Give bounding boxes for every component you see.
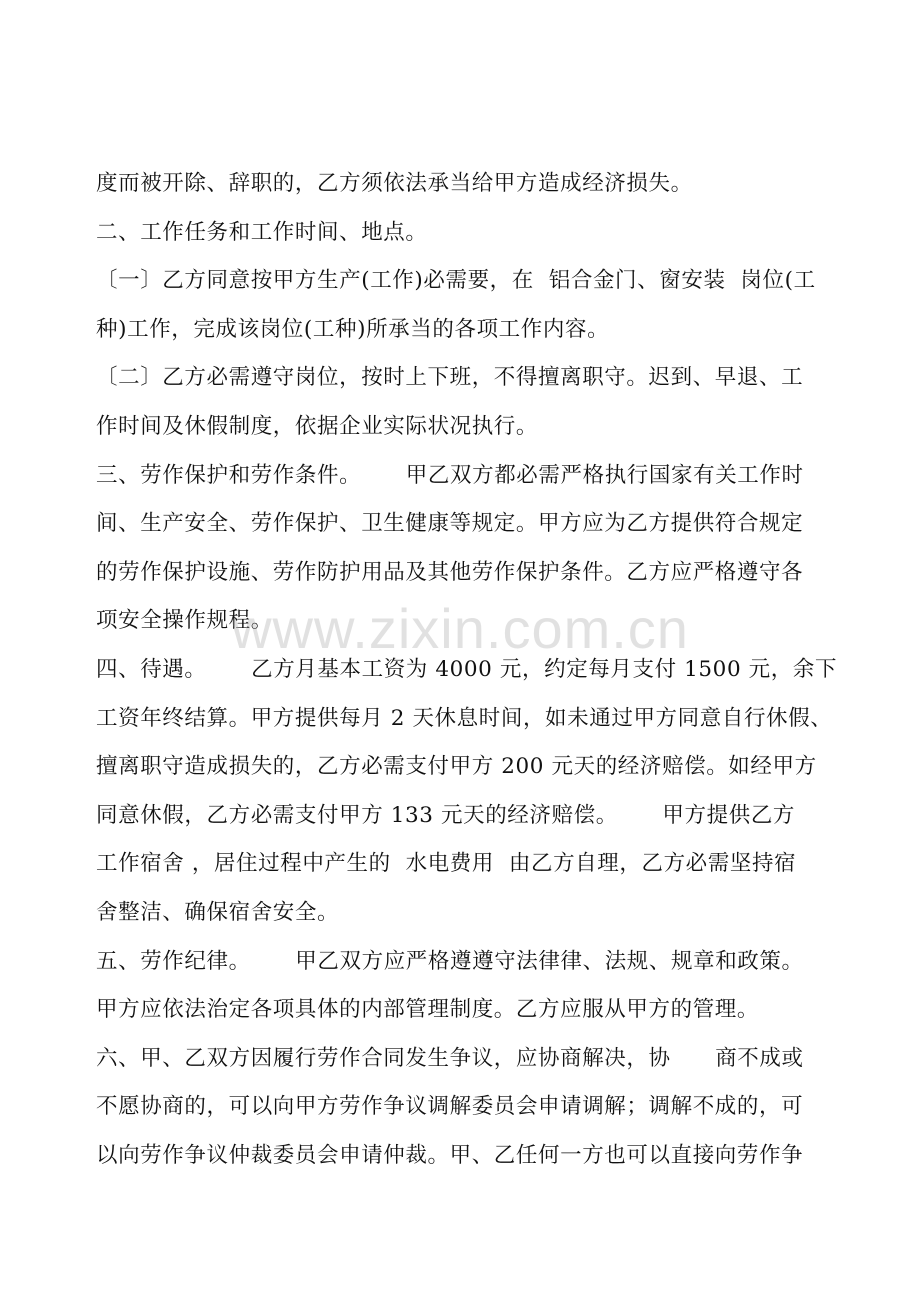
text-line: 四、待遇。 乙方月基本工资为 4000 元，约定每月支付 1500 元，余下 [96, 656, 838, 682]
text-line: 种)工作，完成该岗位(工种)所承当的各项工作内容。 [96, 316, 610, 342]
text-line: 擅离职守造成损失的，乙方必需支付甲方 200 元天的经济赔偿。如经甲方 [96, 754, 817, 780]
text-line: 五、劳作纪律。 甲乙双方应严格遵遵守法律律、法规、规章和政策。 [96, 948, 804, 974]
text-line: 以向劳作争议仲裁委员会申请仲裁。甲、乙任何一方也可以直接向劳作争 [96, 1142, 804, 1168]
text-line: 舍整洁、确保宿舍安全。 [96, 899, 340, 925]
document-body [96, 160, 836, 1180]
text-line: 作时间及休假制度，依据企业实际状况执行。 [96, 413, 539, 439]
text-line: 六、甲、乙双方因履行劳作合同发生争议，应协商解决，协 商不成或 [96, 1045, 804, 1071]
text-line: 工作宿舍 ，居住过程中产生的 水电费用 由乙方自理，乙方必需坚持宿 [96, 851, 797, 877]
watermark: www.zixin.com.cn [231, 597, 689, 660]
text-line: 甲方应依法治定各项具体的内部管理制度。乙方应服从甲方的管理。 [96, 997, 760, 1023]
text-line: 度而被开除、辞职的，乙方须依法承当给甲方造成经济损失。 [96, 171, 693, 196]
text-line: 的劳作保护设施、劳作防护用品及其他劳作保护条件。乙方应严格遵守各 [96, 559, 804, 585]
text-line: 二、工作任务和工作时间、地点。 [96, 219, 428, 245]
text-line: 三、劳作保护和劳作条件。 甲乙双方都必需严格执行国家有关工作时 [96, 462, 804, 488]
text-line: 〔二〕乙方必需遵守岗位，按时上下班，不得擅离职守。迟到、早退、工 [96, 365, 804, 391]
text-line: 项安全操作规程。 [96, 608, 273, 634]
text-line: 同意休假，乙方必需支付甲方 133 元天的经济赔偿。 甲方提供乙方 [96, 802, 796, 828]
text-line: 〔一〕乙方同意按甲方生产(工作)必需要，在 铝合金门、窗安装 岗位(工 [96, 268, 816, 294]
text-line: 间、生产安全、劳作保护、卫生健康等规定。甲方应为乙方提供符合规定 [96, 511, 804, 537]
text-line: 工资年终结算。甲方提供每月 2 天休息时间，如未通过甲方同意自行休假、 [96, 705, 833, 731]
text-line: 不愿协商的，可以向甲方劳作争议调解委员会申请调解；调解不成的，可 [96, 1094, 804, 1120]
